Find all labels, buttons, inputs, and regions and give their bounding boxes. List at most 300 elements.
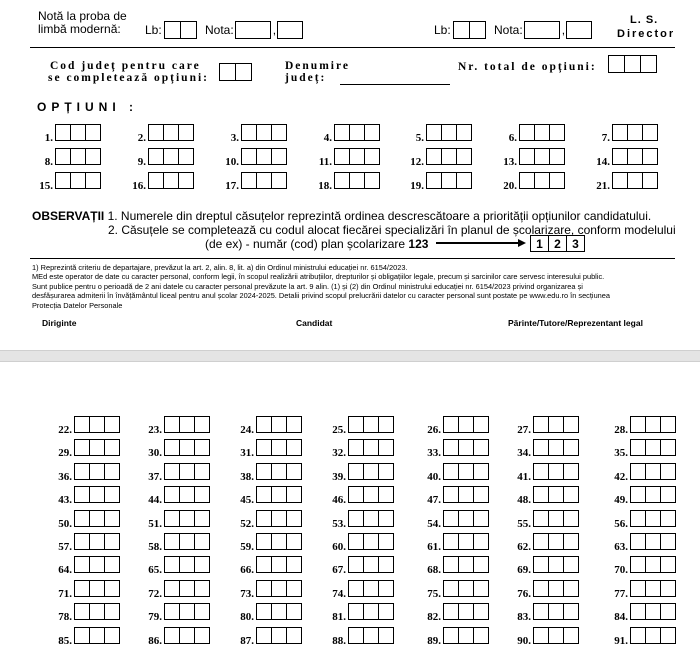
option-code-box[interactable] bbox=[533, 439, 549, 456]
option-code-box[interactable] bbox=[89, 627, 105, 644]
option-code-box[interactable] bbox=[104, 556, 120, 573]
option-code-box[interactable] bbox=[645, 603, 661, 620]
option-code-box[interactable] bbox=[473, 627, 489, 644]
option-code-box[interactable] bbox=[89, 416, 105, 433]
option-code-box[interactable] bbox=[533, 486, 549, 503]
option-code-box[interactable] bbox=[645, 416, 661, 433]
option-code-box[interactable] bbox=[164, 463, 180, 480]
option-code-box[interactable] bbox=[349, 124, 365, 141]
option-code-box[interactable] bbox=[548, 627, 564, 644]
option-code-box[interactable] bbox=[630, 416, 646, 433]
option-code-box[interactable] bbox=[364, 172, 380, 189]
option-code-box[interactable] bbox=[443, 580, 459, 597]
option-code-box[interactable] bbox=[241, 124, 257, 141]
option-code-box[interactable] bbox=[256, 556, 272, 573]
option-code-box[interactable] bbox=[256, 416, 272, 433]
option-code-box[interactable] bbox=[645, 627, 661, 644]
option-code-box[interactable] bbox=[256, 463, 272, 480]
option-code-box[interactable] bbox=[533, 416, 549, 433]
option-code-box[interactable] bbox=[363, 439, 379, 456]
option-code-box[interactable] bbox=[630, 439, 646, 456]
option-code-box[interactable] bbox=[456, 148, 472, 165]
option-code-box[interactable] bbox=[148, 148, 164, 165]
option-code-box[interactable] bbox=[378, 603, 394, 620]
option-code-box[interactable] bbox=[519, 148, 535, 165]
option-number: 23. bbox=[148, 424, 162, 436]
option-code-box[interactable] bbox=[473, 533, 489, 550]
option-code-box[interactable] bbox=[74, 510, 90, 527]
option-code-box[interactable] bbox=[627, 124, 643, 141]
option-code-box[interactable] bbox=[179, 510, 195, 527]
option-code-box[interactable] bbox=[194, 439, 210, 456]
denumire-judet-line[interactable] bbox=[340, 84, 450, 85]
option-code-box[interactable] bbox=[104, 533, 120, 550]
option-code-box[interactable] bbox=[179, 533, 195, 550]
option-code-box[interactable] bbox=[458, 486, 474, 503]
option-code-box[interactable] bbox=[645, 486, 661, 503]
option-number: 43. bbox=[58, 494, 72, 507]
option-code-box[interactable] bbox=[74, 533, 90, 550]
option-code-box[interactable] bbox=[563, 627, 579, 644]
option-code-box[interactable] bbox=[642, 124, 658, 141]
option-code-box[interactable] bbox=[334, 148, 350, 165]
option-code-box[interactable] bbox=[286, 463, 302, 480]
option-code-box[interactable] bbox=[349, 148, 365, 165]
option-code-box[interactable] bbox=[456, 124, 472, 141]
option-code-box[interactable] bbox=[85, 172, 101, 189]
option-number: 35. bbox=[614, 447, 628, 460]
total-box-2[interactable] bbox=[624, 55, 641, 73]
option-code-box[interactable] bbox=[271, 486, 287, 503]
option-code-box[interactable] bbox=[660, 416, 676, 433]
option-code-box[interactable] bbox=[563, 556, 579, 573]
option-code-box[interactable] bbox=[441, 148, 457, 165]
option-code-box[interactable] bbox=[458, 463, 474, 480]
option-code-box[interactable] bbox=[549, 124, 565, 141]
option-code-box[interactable] bbox=[660, 556, 676, 573]
option-code-box[interactable] bbox=[533, 510, 549, 527]
option-code-box[interactable] bbox=[334, 124, 350, 141]
option-code-box[interactable] bbox=[363, 486, 379, 503]
option-code-box[interactable] bbox=[104, 627, 120, 644]
option-code-box[interactable] bbox=[256, 533, 272, 550]
option-code-box[interactable] bbox=[519, 124, 535, 141]
option-code-box[interactable] bbox=[256, 124, 272, 141]
option-code-box[interactable] bbox=[645, 533, 661, 550]
option-code-box[interactable] bbox=[286, 439, 302, 456]
option-code-box[interactable] bbox=[179, 463, 195, 480]
option-code-box[interactable] bbox=[443, 627, 459, 644]
option-code-box[interactable] bbox=[164, 533, 180, 550]
option-code-box[interactable] bbox=[348, 580, 364, 597]
option-code-box[interactable] bbox=[473, 556, 489, 573]
nota-right-box-1[interactable] bbox=[524, 21, 560, 39]
option-code-box[interactable] bbox=[612, 172, 628, 189]
option-code-box[interactable] bbox=[241, 172, 257, 189]
option-code-box[interactable] bbox=[563, 580, 579, 597]
option-code-box[interactable] bbox=[473, 463, 489, 480]
option-code-box[interactable] bbox=[441, 124, 457, 141]
option-code-box[interactable] bbox=[179, 627, 195, 644]
option-code-box[interactable] bbox=[85, 124, 101, 141]
option-code-box[interactable] bbox=[660, 439, 676, 456]
option-code-box[interactable] bbox=[194, 603, 210, 620]
option-code-box[interactable] bbox=[378, 580, 394, 597]
option-code-box[interactable] bbox=[548, 463, 564, 480]
option-code-box[interactable] bbox=[89, 580, 105, 597]
option-code-box[interactable] bbox=[163, 148, 179, 165]
option-code-box[interactable] bbox=[286, 416, 302, 433]
option-code-box[interactable] bbox=[194, 510, 210, 527]
nota-box-1[interactable] bbox=[235, 21, 271, 39]
option-code-box[interactable] bbox=[348, 463, 364, 480]
option-code-box[interactable] bbox=[473, 580, 489, 597]
option-code-boxes bbox=[55, 148, 101, 165]
observatii-text3: (de ex) - număr (cod) plan școlarizare bbox=[205, 237, 406, 251]
option-code-box[interactable] bbox=[286, 580, 302, 597]
option-code-box[interactable] bbox=[473, 510, 489, 527]
option-code-box[interactable] bbox=[443, 556, 459, 573]
option-code-box[interactable] bbox=[548, 603, 564, 620]
option-code-box[interactable] bbox=[256, 510, 272, 527]
option-code-box[interactable] bbox=[533, 580, 549, 597]
option-code-box[interactable] bbox=[256, 603, 272, 620]
option-code-box[interactable] bbox=[55, 172, 71, 189]
option-code-box[interactable] bbox=[164, 556, 180, 573]
option-code-box[interactable] bbox=[378, 556, 394, 573]
option-code-box[interactable] bbox=[660, 463, 676, 480]
option-code-box[interactable] bbox=[348, 416, 364, 433]
option-code-box[interactable] bbox=[271, 510, 287, 527]
option-code-box[interactable] bbox=[286, 603, 302, 620]
option-code-box[interactable] bbox=[348, 439, 364, 456]
option-code-box[interactable] bbox=[163, 124, 179, 141]
option-code-box[interactable] bbox=[164, 580, 180, 597]
option-code-box[interactable] bbox=[443, 486, 459, 503]
option-code-box[interactable] bbox=[286, 556, 302, 573]
option-code-box[interactable] bbox=[163, 172, 179, 189]
option-code-box[interactable] bbox=[104, 416, 120, 433]
option-code-box[interactable] bbox=[194, 486, 210, 503]
option-code-box[interactable] bbox=[256, 580, 272, 597]
option-code-box[interactable] bbox=[363, 533, 379, 550]
option-code-box[interactable] bbox=[74, 580, 90, 597]
option-code-box[interactable] bbox=[534, 148, 550, 165]
lb-right-box-2[interactable] bbox=[469, 21, 486, 39]
option-code-box[interactable] bbox=[563, 603, 579, 620]
option-code-box[interactable] bbox=[426, 148, 442, 165]
option-code-box[interactable] bbox=[348, 556, 364, 573]
option-code-box[interactable] bbox=[271, 533, 287, 550]
option-code-box[interactable] bbox=[563, 510, 579, 527]
option-code-box[interactable] bbox=[148, 172, 164, 189]
cod-judet-box-2[interactable] bbox=[235, 63, 252, 81]
option-code-box[interactable] bbox=[443, 533, 459, 550]
total-box-1[interactable] bbox=[608, 55, 625, 73]
option-code-box[interactable] bbox=[630, 486, 646, 503]
option-code-box[interactable] bbox=[630, 533, 646, 550]
option-code-box[interactable] bbox=[473, 416, 489, 433]
option-code-box[interactable] bbox=[563, 439, 579, 456]
option-code-box[interactable] bbox=[443, 603, 459, 620]
option-code-box[interactable] bbox=[458, 510, 474, 527]
option-code-box[interactable] bbox=[363, 510, 379, 527]
lb-box-1[interactable] bbox=[164, 21, 181, 39]
option-code-box[interactable] bbox=[194, 627, 210, 644]
option-code-box[interactable] bbox=[334, 172, 350, 189]
option-code-box[interactable] bbox=[630, 556, 646, 573]
option-code-box[interactable] bbox=[178, 148, 194, 165]
option-code-box[interactable] bbox=[612, 148, 628, 165]
option-code-boxes bbox=[348, 556, 394, 573]
option-code-box[interactable] bbox=[363, 463, 379, 480]
cod-judet-box-1[interactable] bbox=[219, 63, 236, 81]
option-code-box[interactable] bbox=[660, 486, 676, 503]
option-code-box[interactable] bbox=[563, 486, 579, 503]
option-code-box[interactable] bbox=[104, 603, 120, 620]
option-code-box[interactable] bbox=[194, 580, 210, 597]
option-code-box[interactable] bbox=[443, 510, 459, 527]
option-code-box[interactable] bbox=[645, 463, 661, 480]
option-code-box[interactable] bbox=[271, 439, 287, 456]
option-code-box[interactable] bbox=[271, 124, 287, 141]
option-code-box[interactable] bbox=[256, 627, 272, 644]
option-code-box[interactable] bbox=[473, 486, 489, 503]
option-code-box[interactable] bbox=[104, 463, 120, 480]
option-code-box[interactable] bbox=[363, 556, 379, 573]
option-code-box[interactable] bbox=[348, 627, 364, 644]
option-code-box[interactable] bbox=[363, 627, 379, 644]
option-code-box[interactable] bbox=[74, 486, 90, 503]
option-code-box[interactable] bbox=[548, 510, 564, 527]
option-code-box[interactable] bbox=[458, 603, 474, 620]
option-code-box[interactable] bbox=[104, 439, 120, 456]
option-code-box[interactable] bbox=[256, 148, 272, 165]
option-number: 12. bbox=[410, 156, 424, 168]
option-code-box[interactable] bbox=[458, 439, 474, 456]
option-code-box[interactable] bbox=[548, 439, 564, 456]
option-code-box[interactable] bbox=[612, 124, 628, 141]
option-code-box[interactable] bbox=[563, 463, 579, 480]
option-code-box[interactable] bbox=[378, 510, 394, 527]
option-code-box[interactable] bbox=[426, 124, 442, 141]
option-code-box[interactable] bbox=[55, 124, 71, 141]
option-code-box[interactable] bbox=[70, 172, 86, 189]
option-code-box[interactable] bbox=[179, 439, 195, 456]
option-code-box[interactable] bbox=[271, 580, 287, 597]
option-code-box[interactable] bbox=[378, 627, 394, 644]
option-code-box[interactable] bbox=[533, 627, 549, 644]
option-code-box[interactable] bbox=[548, 533, 564, 550]
option-code-box[interactable] bbox=[70, 148, 86, 165]
option-slot bbox=[225, 172, 287, 192]
option-code-box[interactable] bbox=[164, 416, 180, 433]
option-code-box[interactable] bbox=[194, 556, 210, 573]
option-code-box[interactable] bbox=[271, 172, 287, 189]
option-code-box[interactable] bbox=[645, 439, 661, 456]
option-code-box[interactable] bbox=[89, 603, 105, 620]
option-code-box[interactable] bbox=[548, 580, 564, 597]
option-code-box[interactable] bbox=[630, 463, 646, 480]
option-code-box[interactable] bbox=[164, 627, 180, 644]
option-code-box[interactable] bbox=[627, 148, 643, 165]
option-code-box[interactable] bbox=[271, 603, 287, 620]
option-code-box[interactable] bbox=[194, 416, 210, 433]
option-code-box[interactable] bbox=[271, 627, 287, 644]
option-code-box[interactable] bbox=[630, 627, 646, 644]
option-code-box[interactable] bbox=[194, 533, 210, 550]
lb-box-2[interactable] bbox=[180, 21, 197, 39]
option-code-box[interactable] bbox=[348, 533, 364, 550]
option-code-box[interactable] bbox=[660, 580, 676, 597]
option-code-box[interactable] bbox=[89, 486, 105, 503]
option-number: 62. bbox=[517, 541, 531, 553]
option-code-box[interactable] bbox=[630, 603, 646, 620]
option-code-box[interactable] bbox=[642, 148, 658, 165]
option-code-box[interactable] bbox=[286, 533, 302, 550]
option-code-box[interactable] bbox=[548, 416, 564, 433]
option-code-box[interactable] bbox=[458, 580, 474, 597]
option-code-box[interactable] bbox=[74, 603, 90, 620]
option-code-box[interactable] bbox=[378, 416, 394, 433]
option-code-box[interactable] bbox=[456, 172, 472, 189]
option-code-box[interactable] bbox=[473, 439, 489, 456]
option-code-box[interactable] bbox=[363, 603, 379, 620]
option-code-box[interactable] bbox=[378, 533, 394, 550]
option-code-box[interactable] bbox=[534, 172, 550, 189]
option-code-box[interactable] bbox=[473, 603, 489, 620]
option-code-box[interactable] bbox=[645, 510, 661, 527]
option-code-box[interactable] bbox=[443, 416, 459, 433]
option-code-box[interactable] bbox=[179, 603, 195, 620]
option-code-box[interactable] bbox=[256, 486, 272, 503]
option-code-box[interactable] bbox=[363, 416, 379, 433]
option-code-box[interactable] bbox=[348, 603, 364, 620]
option-code-box[interactable] bbox=[89, 533, 105, 550]
option-code-box[interactable] bbox=[164, 439, 180, 456]
option-code-box[interactable] bbox=[458, 627, 474, 644]
option-code-box[interactable] bbox=[286, 627, 302, 644]
option-code-box[interactable] bbox=[533, 533, 549, 550]
option-code-box[interactable] bbox=[70, 124, 86, 141]
option-code-box[interactable] bbox=[378, 486, 394, 503]
option-code-box[interactable] bbox=[534, 124, 550, 141]
option-code-box[interactable] bbox=[271, 416, 287, 433]
option-code-box[interactable] bbox=[660, 603, 676, 620]
option-code-box[interactable] bbox=[364, 124, 380, 141]
option-code-box[interactable] bbox=[642, 172, 658, 189]
option-code-box[interactable] bbox=[660, 627, 676, 644]
option-code-box[interactable] bbox=[89, 439, 105, 456]
option-code-box[interactable] bbox=[179, 486, 195, 503]
option-code-box[interactable] bbox=[549, 172, 565, 189]
option-code-box[interactable] bbox=[74, 556, 90, 573]
option-code-box[interactable] bbox=[85, 148, 101, 165]
option-code-box[interactable] bbox=[178, 172, 194, 189]
option-code-box[interactable] bbox=[458, 416, 474, 433]
nota-right-box-2[interactable] bbox=[566, 21, 592, 39]
option-number: 63. bbox=[614, 541, 628, 553]
option-code-box[interactable] bbox=[348, 486, 364, 503]
option-code-box[interactable] bbox=[563, 533, 579, 550]
option-code-box[interactable] bbox=[74, 439, 90, 456]
option-code-box[interactable] bbox=[179, 416, 195, 433]
option-code-box[interactable] bbox=[164, 510, 180, 527]
option-code-box[interactable] bbox=[519, 172, 535, 189]
option-code-boxes bbox=[443, 416, 489, 433]
option-code-box[interactable] bbox=[104, 580, 120, 597]
option-code-box[interactable] bbox=[286, 510, 302, 527]
option-code-box[interactable] bbox=[627, 172, 643, 189]
option-code-box[interactable] bbox=[74, 463, 90, 480]
option-code-box[interactable] bbox=[660, 533, 676, 550]
option-code-box[interactable] bbox=[271, 556, 287, 573]
option-code-box[interactable] bbox=[256, 172, 272, 189]
option-code-box[interactable] bbox=[55, 148, 71, 165]
option-code-box[interactable] bbox=[441, 172, 457, 189]
option-code-box[interactable] bbox=[286, 486, 302, 503]
option-code-box[interactable] bbox=[630, 510, 646, 527]
option-code-box[interactable] bbox=[89, 510, 105, 527]
option-code-box[interactable] bbox=[349, 172, 365, 189]
option-code-box[interactable] bbox=[104, 486, 120, 503]
option-code-box[interactable] bbox=[458, 556, 474, 573]
option-code-box[interactable] bbox=[241, 148, 257, 165]
option-code-box[interactable] bbox=[74, 627, 90, 644]
nota-box-2[interactable] bbox=[277, 21, 303, 39]
option-code-box[interactable] bbox=[148, 124, 164, 141]
option-code-box[interactable] bbox=[533, 603, 549, 620]
option-code-box[interactable] bbox=[348, 510, 364, 527]
option-code-box[interactable] bbox=[563, 416, 579, 433]
option-code-box[interactable] bbox=[378, 463, 394, 480]
option-code-box[interactable] bbox=[74, 416, 90, 433]
option-code-box[interactable] bbox=[271, 463, 287, 480]
option-code-box[interactable] bbox=[549, 148, 565, 165]
option-code-box[interactable] bbox=[89, 463, 105, 480]
option-code-box[interactable] bbox=[89, 556, 105, 573]
option-code-box[interactable] bbox=[443, 463, 459, 480]
option-code-box[interactable] bbox=[378, 439, 394, 456]
option-code-box[interactable] bbox=[364, 148, 380, 165]
option-code-box[interactable] bbox=[194, 463, 210, 480]
option-code-box[interactable] bbox=[256, 439, 272, 456]
option-code-box[interactable] bbox=[660, 510, 676, 527]
option-code-box[interactable] bbox=[164, 486, 180, 503]
option-code-box[interactable] bbox=[548, 556, 564, 573]
lb-right-box-1[interactable] bbox=[453, 21, 470, 39]
option-code-box[interactable] bbox=[630, 580, 646, 597]
option-code-box[interactable] bbox=[548, 486, 564, 503]
option-code-box[interactable] bbox=[179, 556, 195, 573]
option-code-box[interactable] bbox=[645, 556, 661, 573]
option-code-box[interactable] bbox=[645, 580, 661, 597]
option-code-box[interactable] bbox=[443, 439, 459, 456]
total-box-3[interactable] bbox=[640, 55, 657, 73]
option-code-box[interactable] bbox=[104, 510, 120, 527]
option-code-box[interactable] bbox=[426, 172, 442, 189]
option-code-box[interactable] bbox=[363, 580, 379, 597]
option-slot bbox=[44, 124, 101, 144]
option-code-box[interactable] bbox=[164, 603, 180, 620]
option-code-box[interactable] bbox=[178, 124, 194, 141]
option-slot bbox=[332, 603, 394, 624]
option-code-box[interactable] bbox=[271, 148, 287, 165]
option-code-box[interactable] bbox=[458, 533, 474, 550]
option-code-box[interactable] bbox=[533, 556, 549, 573]
option-code-box[interactable] bbox=[533, 463, 549, 480]
option-code-box[interactable] bbox=[179, 580, 195, 597]
